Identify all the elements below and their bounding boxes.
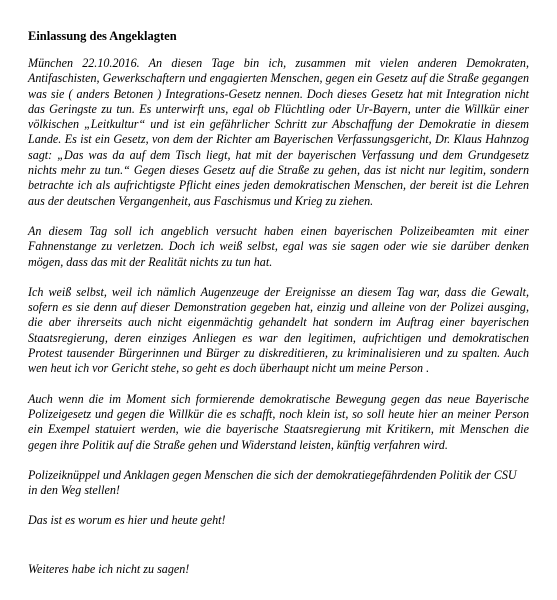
paragraph-accusation: An diesem Tag soll ich angeblich versucht haben einen bayerischen Polizeibeamten mit einer Fahnenstange zu verletzen. Doch ich weiß selbst, egal was sie sagen oder wie sie darüber denken mögen, dass das mit der Realität nichts zu tun hat. <box>28 223 529 269</box>
document-title: Einlassung des Angeklagten <box>28 29 177 43</box>
paragraph-what-it-is-about: Das ist es worum es hier und heute geht! <box>28 513 226 528</box>
paragraph-eyewitness: Ich weiß selbst, weil ich nämlich Augenzeuge der Ereignisse an diesem Tag war, dass die Gewalt, sofern es sie denn auf dieser Demonstration gegeben hat, einzig und alleine von der Polizei ausging, die aber ihrerseits auch nicht eigenmächtig gehandelt hat sondern im Auftrag einer bayerischen Staatsregierung, deren einziges Anliegen es war den legitimen, aufrichtigen und demokratischen Protest tausender Bürgerinnen und Bürger zu diskreditieren, zu kriminalisieren und zu spalten. Auch wen heut ich vor Gericht stehe, so geht es doch überhaupt nicht um meine Person . <box>28 284 529 376</box>
paragraph-police-batons: Polizeiknüppel und Anklagen gegen Menschen die sich der demokratiegefährdenden Politik der CSU in den Weg stellen! <box>28 467 517 498</box>
paragraph-munich-protest: München 22.10.2016. An diesen Tage bin ich, zusammen mit vielen anderen Demokraten, Antifaschisten, Gewerkschaftern und engagierten Menschen, gegen ein Gesetz auf die Straße gegangen was sie ( anders Betonen ) Integrations-Gesetz nennen. Doch dieses Gesetz hat mit Integration nicht das Geringste zu tun. Es unterwirft uns, egal ob Flüchtling oder Ur-Bayern, unter die Willkür einer völkischen „Leitkultur“ und ist ein gefährlicher Schritt zur Abschaffung der Demokratie in diesem Lande. Es ist ein Gesetz, von dem der Richter am Bayerischen Verfassungsgericht, Dr. Klaus Hahnzog sagt: „Das was da auf dem Tisch liegt, hat mit der bayerischen Verfassung und dem Grundgesetz nichts mehr zu tun.“ Gegen dieses Gesetz auf die Straße zu gehen, das ist nicht nur legitim, sondern betrachte ich als aufrichtigste Pflicht eines jeden demokratischen Menschen, der bereit ist die Lehren aus der deutschen Vergangenheit, aus Faschismus und Krieg zu ziehen. <box>28 56 529 208</box>
paragraph-spacer <box>28 544 529 562</box>
paragraph-closing-statement: Weiteres habe ich nicht zu sagen! <box>28 561 190 576</box>
paragraph-police-law: Auch wenn die im Moment sich formierende demokratische Bewegung gegen das neue Bayerische Polizeigesetz und gegen die Willkür die es schafft, noch klein ist, so soll heute hier an meiner Person ein Exempel statuiert werden, wie die bayerische Staatsregierung mit Kritikern, mit Menschen die gegen ihre Politik auf die Straße gehen und Widerstand leisten, künftig verfahren wird. <box>28 391 529 452</box>
